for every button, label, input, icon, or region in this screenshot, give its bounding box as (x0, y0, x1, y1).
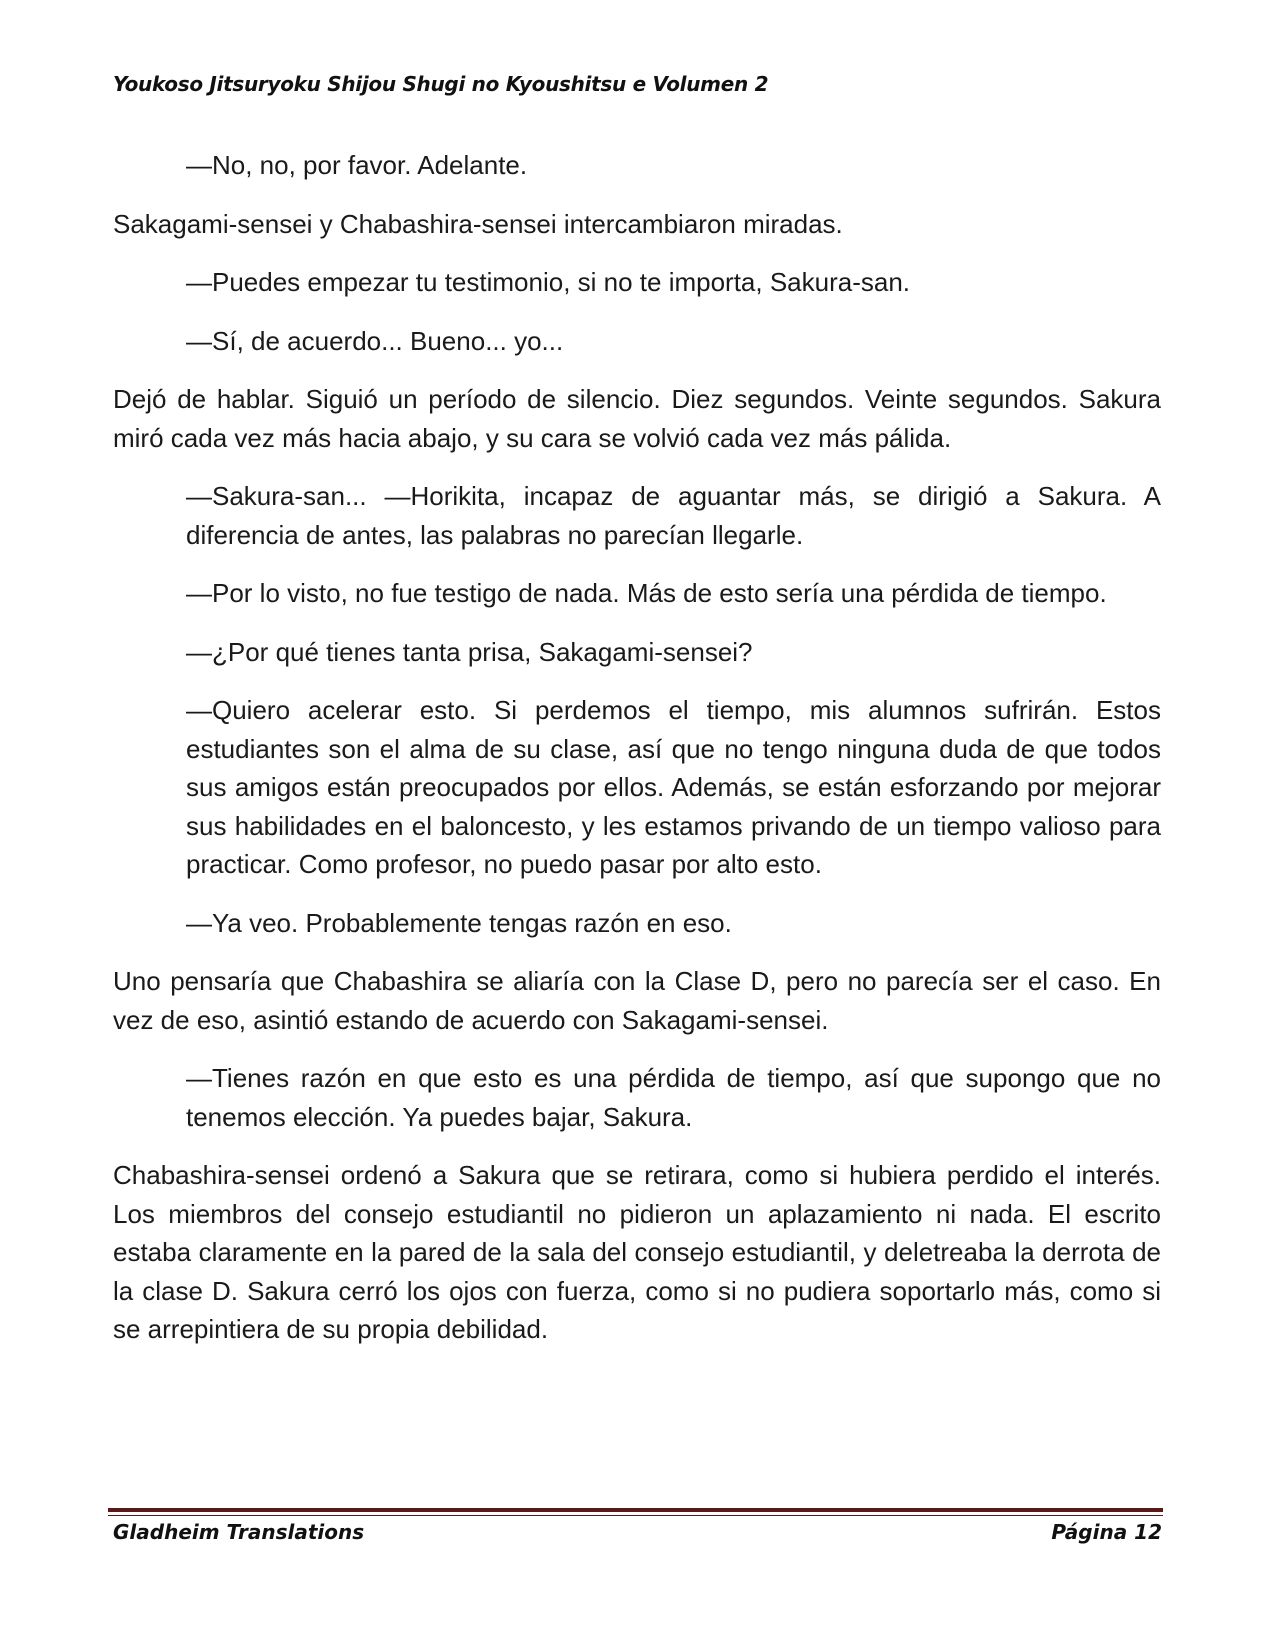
paragraph: —Por lo visto, no fue testigo de nada. Más de esto sería una pérdida de tiempo. (186, 578, 1107, 608)
page-header-title: Youkoso Jitsuryoku Shijou Shugi no Kyoushitsu e Volumen 2 (113, 72, 769, 96)
paragraph: —¿Por qué tienes tanta prisa, Sakagami-sensei? (186, 636, 753, 667)
paragraph: Dejó de hablar. Siguió un período de silencio. Diez segundos. Veinte segundos. Sakura miró cada vez más hacia abajo, y su cara se volvió cada vez más pálida. (113, 384, 1161, 453)
paragraph: Uno pensaría que Chabashira se aliaría con la Clase D, pero no parecía ser el caso. En vez de eso, asintió estando de acuerdo con Sakagami-sensei. (113, 966, 1161, 1035)
paragraph: Sakagami-sensei y Chabashira-sensei intercambiaron miradas. (113, 208, 843, 239)
footer-divider-thin (108, 1515, 1163, 1516)
paragraph: Chabashira-sensei ordenó a Sakura que se retirara, como si hubiera perdido el interés. Los miembros del consejo estudiantil no pidieron un aplazamiento ni nada. El escrito estaba claramente en la pared de la sala del consejo estudiantil, y deletreaba la derrota de la clase D. Sakura cerró los ojos con fuerza, como si no pudiera soportarlo más, como si se arrepintiera de su propia debilidad. (113, 1160, 1161, 1344)
paragraph: —Tienes razón en que esto es una pérdida de tiempo, así que supongo que no tenemos elección. Ya puedes bajar, Sakura. (186, 1063, 1161, 1132)
paragraph: —Puedes empezar tu testimonio, si no te importa, Sakura-san. (186, 267, 911, 297)
page-body (113, 146, 1161, 1369)
paragraph: —Quiero acelerar esto. Si perdemos el tiempo, mis alumnos sufrirán. Estos estudiantes son el alma de su clase, así que no tengo ninguna duda de que todos sus amigos están preocupados por ellos. Además, se están esforzando por mejorar sus habilidades en el baloncesto, y les estamos privando de un tiempo valioso para practicar. Como profesor, no puedo pasar por alto esto. (186, 695, 1161, 879)
paragraph: —Sakura-san... —Horikita, incapaz de aguantar más, se dirigió a Sakura. A diferencia de antes, las palabras no parecían llegarle. (186, 481, 1161, 550)
paragraph: —Sí, de acuerdo... Bueno... yo... (186, 325, 564, 356)
paragraph: —No, no, por favor. Adelante. (186, 150, 528, 180)
footer-page-number: Página 12 (1051, 1520, 1162, 1544)
footer-publisher: Gladheim Translations (113, 1520, 365, 1544)
paragraph: —Ya veo. Probablemente tengas razón en eso. (186, 907, 732, 938)
footer-divider (108, 1508, 1163, 1512)
